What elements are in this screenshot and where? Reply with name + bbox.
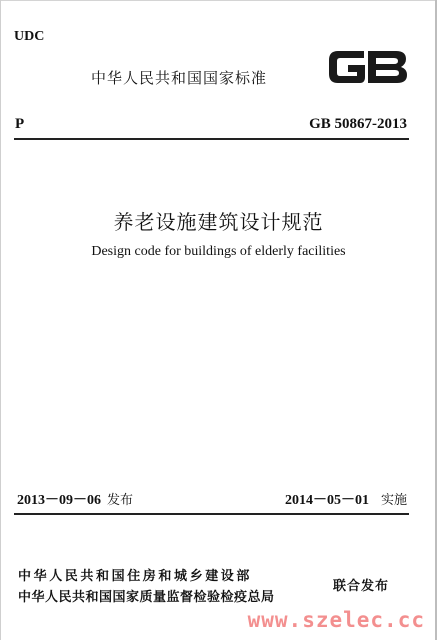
- publisher-line-2: 中华人民共和国国家质量监督检验检疫总局: [18, 590, 275, 605]
- title-english: Design code for buildings of elderly facilities: [91, 244, 346, 259]
- footer-divider: [14, 513, 409, 515]
- issue-date-block: [17, 489, 133, 509]
- classification-code: P: [15, 116, 25, 132]
- page-border-top: [0, 0, 437, 1]
- watermark-url: www.szelec.cc: [247, 608, 425, 632]
- title-chinese: 养老设施建筑设计规范: [113, 210, 324, 234]
- standard-number: GB 50867-2013: [309, 116, 407, 132]
- implement-label: 实施: [380, 493, 407, 508]
- udc-label: UDC: [14, 29, 45, 44]
- issue-date: 2013－09－06: [17, 493, 101, 508]
- header-divider: [14, 138, 409, 140]
- publisher-line-1: 中华人民共和国住房和城乡建设部: [18, 569, 253, 584]
- issue-label: 发布: [107, 493, 134, 508]
- national-standard-label: 中华人民共和国国家标准: [91, 69, 268, 87]
- implement-date: 2014－05－01: [284, 493, 369, 508]
- gb-logo-icon: [324, 44, 412, 90]
- implement-date-block: [285, 489, 407, 509]
- page-border-left: [0, 0, 1, 640]
- joint-publish-label: 联合发布: [333, 579, 390, 594]
